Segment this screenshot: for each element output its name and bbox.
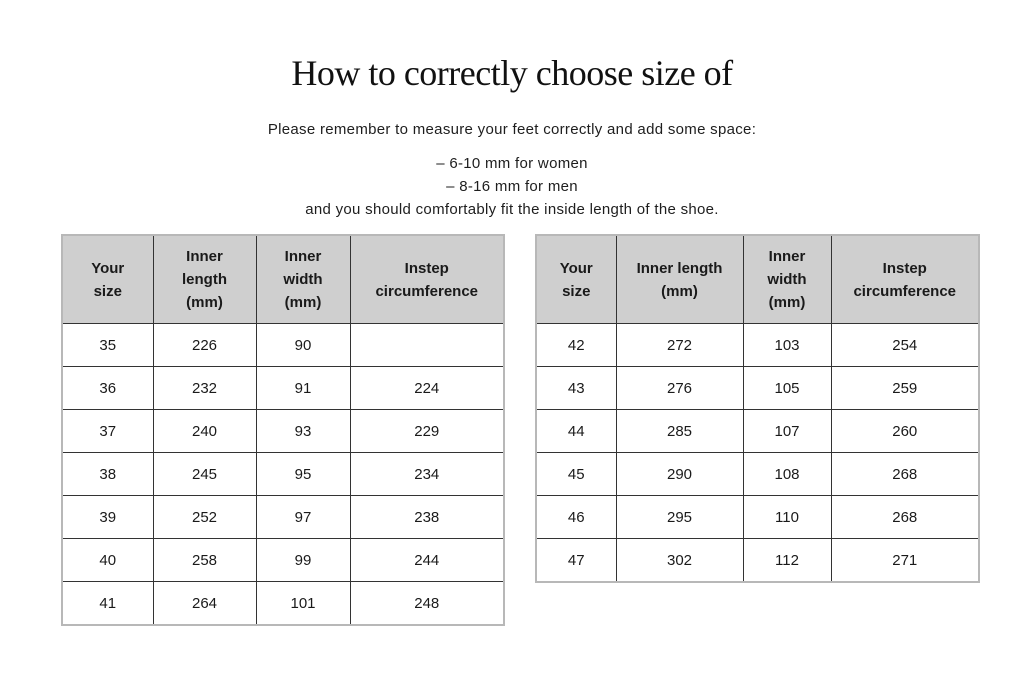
- header-inner-length: Inner length (mm): [153, 235, 256, 324]
- cell-instep: 271: [831, 539, 979, 583]
- cell-inner-width: 99: [256, 539, 350, 582]
- cell-inner-length: 232: [153, 367, 256, 410]
- cell-inner-length: 276: [616, 367, 743, 410]
- cell-instep: 260: [831, 410, 979, 453]
- cell-instep: 234: [350, 453, 504, 496]
- cell-inner-width: 97: [256, 496, 350, 539]
- cell-inner-length: 272: [616, 324, 743, 367]
- cell-inner-width: 110: [743, 496, 831, 539]
- cell-size: 35: [62, 324, 153, 367]
- cell-instep: 268: [831, 496, 979, 539]
- cell-inner-width: 101: [256, 582, 350, 626]
- table-header-row: [62, 235, 504, 324]
- intro-text: Please remember to measure your feet correctly and add some space:: [267, 121, 757, 138]
- table-row: [536, 496, 979, 539]
- cell-inner-width: 93: [256, 410, 350, 453]
- cell-size: 42: [536, 324, 616, 367]
- table-row: [62, 367, 504, 410]
- table-row: [536, 367, 979, 410]
- cell-inner-width: 107: [743, 410, 831, 453]
- cell-instep: 229: [350, 410, 504, 453]
- cell-size: 41: [62, 582, 153, 626]
- cell-inner-length: 302: [616, 539, 743, 583]
- table-row: [536, 453, 979, 496]
- cell-size: 39: [62, 496, 153, 539]
- cell-inner-width: 103: [743, 324, 831, 367]
- cell-size: 44: [536, 410, 616, 453]
- header-inner-width: Inner width (mm): [256, 235, 350, 324]
- header-inner-width: Inner width (mm): [743, 235, 831, 324]
- cell-inner-length: 252: [153, 496, 256, 539]
- cell-size: 47: [536, 539, 616, 583]
- cell-instep: [350, 324, 504, 367]
- cell-instep: 224: [350, 367, 504, 410]
- cell-inner-length: 264: [153, 582, 256, 626]
- cell-inner-width: 108: [743, 453, 831, 496]
- table-row: [536, 410, 979, 453]
- cell-size: 46: [536, 496, 616, 539]
- cell-instep: 259: [831, 367, 979, 410]
- table-row: [62, 453, 504, 496]
- table-row: [536, 539, 979, 583]
- cell-size: 36: [62, 367, 153, 410]
- cell-inner-length: 290: [616, 453, 743, 496]
- header-inner-length: Inner length (mm): [616, 235, 743, 324]
- cell-inner-length: 285: [616, 410, 743, 453]
- cell-instep: 248: [350, 582, 504, 626]
- cell-inner-width: 90: [256, 324, 350, 367]
- cell-instep: 254: [831, 324, 979, 367]
- cell-size: 40: [62, 539, 153, 582]
- table-row: [62, 582, 504, 626]
- cell-size: 37: [62, 410, 153, 453]
- header-instep-circumference: Instep circumference: [831, 235, 979, 324]
- cell-inner-width: 95: [256, 453, 350, 496]
- page-title: How to correctly choose size of: [291, 53, 733, 93]
- header-instep-circumference: Instep circumference: [350, 235, 504, 324]
- note-men: – 8-16 mm for men: [446, 178, 578, 195]
- header-your-size: Your size: [536, 235, 616, 324]
- cell-inner-length: 295: [616, 496, 743, 539]
- header-your-size: Your size: [62, 235, 153, 324]
- cell-inner-length: 240: [153, 410, 256, 453]
- cell-size: 45: [536, 453, 616, 496]
- size-table-right: [535, 234, 980, 583]
- cell-inner-width: 105: [743, 367, 831, 410]
- sizing-notes: [0, 152, 1024, 221]
- cell-inner-length: 226: [153, 324, 256, 367]
- cell-size: 38: [62, 453, 153, 496]
- cell-inner-width: 112: [743, 539, 831, 583]
- table-row: [62, 496, 504, 539]
- note-women: – 6-10 mm for women: [436, 155, 588, 172]
- table-row: [62, 324, 504, 367]
- table-header-row: [536, 235, 979, 324]
- cell-instep: 268: [831, 453, 979, 496]
- cell-size: 43: [536, 367, 616, 410]
- table-row: [536, 324, 979, 367]
- note-fit: and you should comfortably fit the inside length of the shoe.: [305, 201, 719, 218]
- cell-inner-length: 258: [153, 539, 256, 582]
- size-table-left: [61, 234, 505, 626]
- cell-inner-length: 245: [153, 453, 256, 496]
- table-row: [62, 539, 504, 582]
- cell-instep: 244: [350, 539, 504, 582]
- cell-inner-width: 91: [256, 367, 350, 410]
- cell-instep: 238: [350, 496, 504, 539]
- table-row: [62, 410, 504, 453]
